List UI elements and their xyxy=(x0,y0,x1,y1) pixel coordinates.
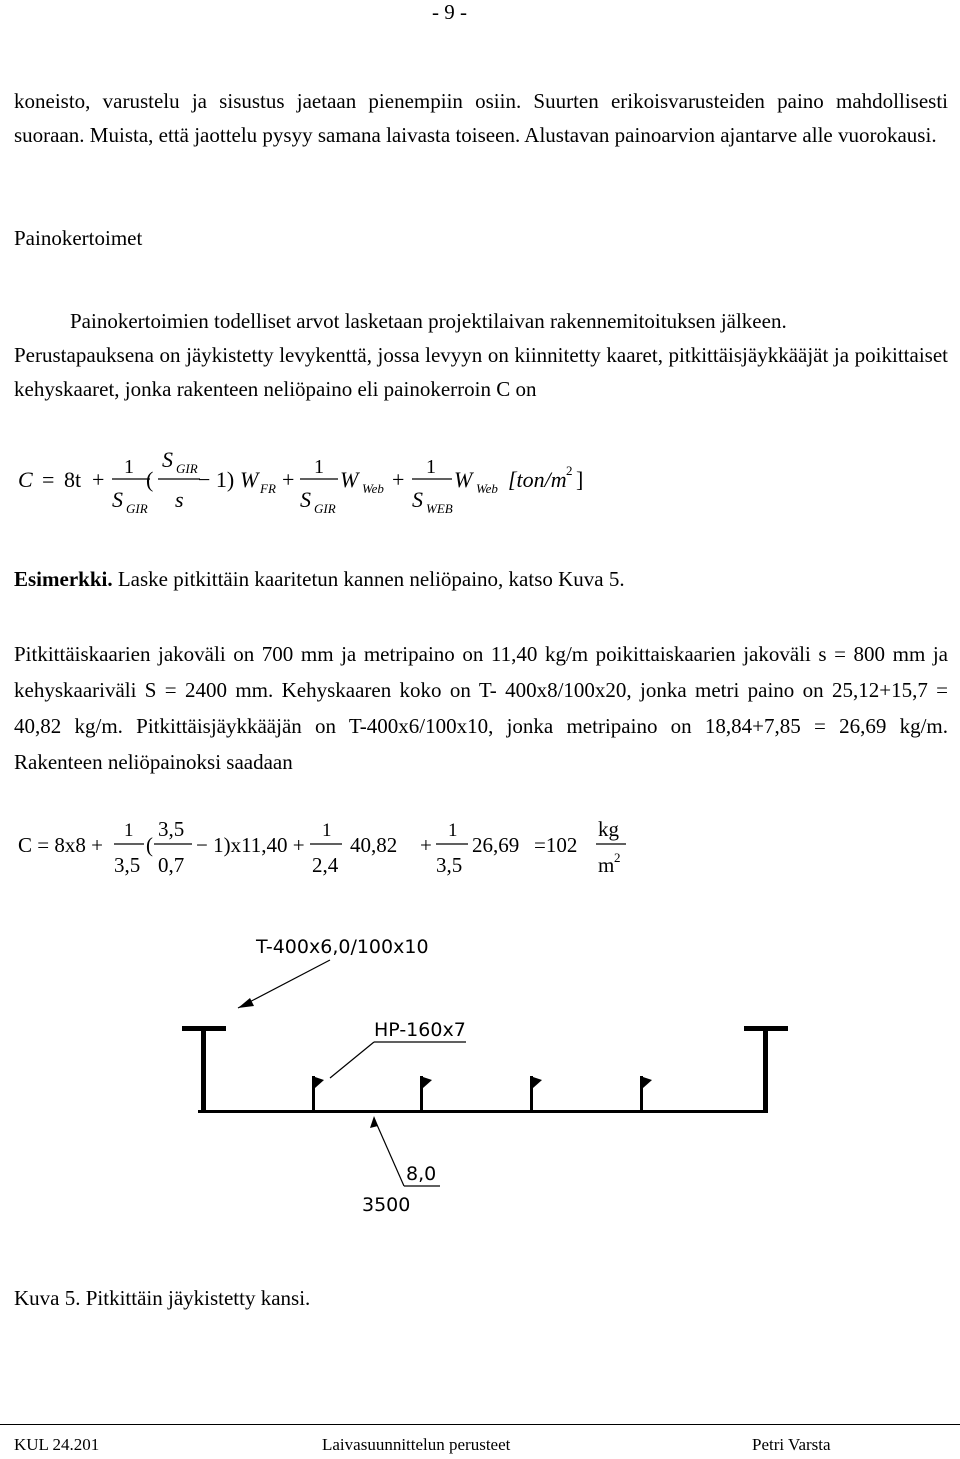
label-stiffener-profile: HP-160x7 xyxy=(374,1019,466,1041)
example-label: Esimerkki. xyxy=(14,567,113,591)
leader-frame-arrow xyxy=(238,998,254,1008)
label-plate-thickness: 8,0 xyxy=(406,1163,437,1185)
f2-lhs: C = 8x8 + xyxy=(18,833,103,857)
f1-W1: W xyxy=(240,467,259,492)
f2-unit-num: kg xyxy=(598,817,619,841)
label-frame-spacing: 3500 xyxy=(362,1194,411,1216)
f1-den3-S: S xyxy=(300,487,311,512)
f1-unit-sq: 2 xyxy=(566,463,573,478)
paragraph-coefficients-rest: Perustapauksena on jäykistetty levykenttä, jossa levyyn on kiinnitetty kaaret, pitkittäisjäykkääjät ja poikittaiset kehyskaaret, jonka rakenteen neliöpaino eli painokerroin C on xyxy=(14,343,948,401)
footer-author: Petri Varsta xyxy=(752,1435,831,1454)
f2-num3: 1 xyxy=(322,820,332,841)
f2-den4: 3,5 xyxy=(436,853,463,877)
f1-num2-sub: GIR xyxy=(176,461,198,476)
f1-paren: ( xyxy=(146,467,154,492)
f1-W3: W xyxy=(454,467,473,492)
label-frame-profile: T-400x6,0/100x10 xyxy=(256,936,429,958)
hp-stiffener xyxy=(530,1076,542,1112)
f1-W2-sub: Web xyxy=(362,481,384,496)
f1-num3: 1 xyxy=(314,456,324,478)
footer-course-code: KUL 24.201 xyxy=(14,1435,100,1454)
web-frame-left xyxy=(182,1026,226,1112)
f1-unit: [ton/m xyxy=(508,467,567,492)
formula-weight-coefficient xyxy=(0,445,960,525)
f1-C: C xyxy=(18,467,33,492)
f1-den4-S: S xyxy=(412,487,423,512)
f1-W3-sub: Web xyxy=(476,481,498,496)
f1-den1-S: S xyxy=(112,487,123,512)
f1-num2-S: S xyxy=(162,447,173,472)
figure-caption: Kuva 5. Pitkittäin jäykistetty kansi. xyxy=(14,1286,311,1310)
hp-stiffener xyxy=(420,1076,432,1112)
leader-thickness xyxy=(374,1118,404,1186)
leader-frame xyxy=(238,960,330,1008)
footer-rule xyxy=(0,1424,960,1425)
paragraph-coefficients xyxy=(14,304,948,406)
f1-num1: 1 xyxy=(124,456,134,478)
leader-stiffener xyxy=(330,1042,374,1078)
f1-plus1: + xyxy=(92,467,105,492)
deck-plate xyxy=(198,1110,768,1113)
f1-den2-s: s xyxy=(175,487,184,512)
f2-den2: 0,7 xyxy=(158,853,185,877)
f2-num2: 3,5 xyxy=(158,817,185,841)
f1-den1-sub: GIR xyxy=(126,501,148,516)
f1-den4-sub: WEB xyxy=(426,501,453,516)
f1-unit-close: ] xyxy=(576,467,584,492)
paragraph-intro: koneisto, varustelu ja sisustus jaetaan pienempiin osiin. Suurten erikoisvarusteiden paino mahdollisesti suoraan. Muista, että jaottelu pysyy samana laivasta toiseen. Alustavan painoarvion ajantarve alle vuorokausi. xyxy=(14,89,948,147)
f2-unit-sq: 2 xyxy=(614,850,621,865)
f2-den1: 3,5 xyxy=(114,853,141,877)
f1-W1-sub: FR xyxy=(260,481,276,496)
f1-num4: 1 xyxy=(426,456,436,478)
f1-W2: W xyxy=(340,467,359,492)
f1-8t: 8t xyxy=(64,467,82,492)
paragraph-example-data: Pitkittäiskaarien jakoväli on 700 mm ja metripaino on 11,40 kg/m poikittaiskaarien jakoväli s = 800 mm ja kehyskaariväli S = 2400 mm. Kehyskaaren koko on T- 400x8/100x20, jonka metri paino on 25,12+15,7 = 40,82 kg/m. Pitkittäisjäykkääjän on T-400x6/100x10, jonka metripaino on 18,84+7,85 = 26,69 kg/m. Rakenteen neliöpainoksi saadaan xyxy=(14,642,948,774)
hp-stiffener xyxy=(312,1076,324,1112)
paragraph-example xyxy=(14,562,948,596)
example-text: Laske pitkittäin kaaritetun kannen neliöpaino, katso Kuva 5. xyxy=(112,567,625,591)
f2-result: =102 xyxy=(534,833,578,857)
section-heading: Painokertoimet xyxy=(14,226,143,250)
f1-eq: = xyxy=(42,467,55,492)
leader-thickness-arrow xyxy=(370,1116,378,1128)
f1-plus3: + xyxy=(392,467,405,492)
footer-course-title: Laivasuunnittelun perusteet xyxy=(322,1435,511,1454)
hp-stiffener xyxy=(640,1076,652,1112)
f2-plus: + xyxy=(420,833,432,857)
web-frame-right xyxy=(744,1026,788,1112)
paragraph-coefficients-line1: Painokertoimien todelliset arvot lasketaan projektilaivan rakennemitoituksen jälkeen. xyxy=(70,309,787,333)
f1-den3-sub: GIR xyxy=(314,501,336,516)
f2-unit-den: m xyxy=(598,853,615,877)
f2-num1: 1 xyxy=(124,820,134,841)
figure-stiffened-deck xyxy=(0,920,960,1230)
formula-example-result xyxy=(0,812,960,892)
f2-mid: − 1)x11,40 + xyxy=(196,833,305,857)
f1-plus2: + xyxy=(282,467,295,492)
f1-minus1: − 1) xyxy=(198,467,235,492)
page-number: - 9 - xyxy=(432,0,467,24)
f2-num4: 1 xyxy=(448,820,458,841)
f2-paren: ( xyxy=(146,833,153,857)
f2-v4: 26,69 xyxy=(472,833,520,857)
f2-den3: 2,4 xyxy=(312,853,339,877)
f2-v3: 40,82 xyxy=(350,833,398,857)
